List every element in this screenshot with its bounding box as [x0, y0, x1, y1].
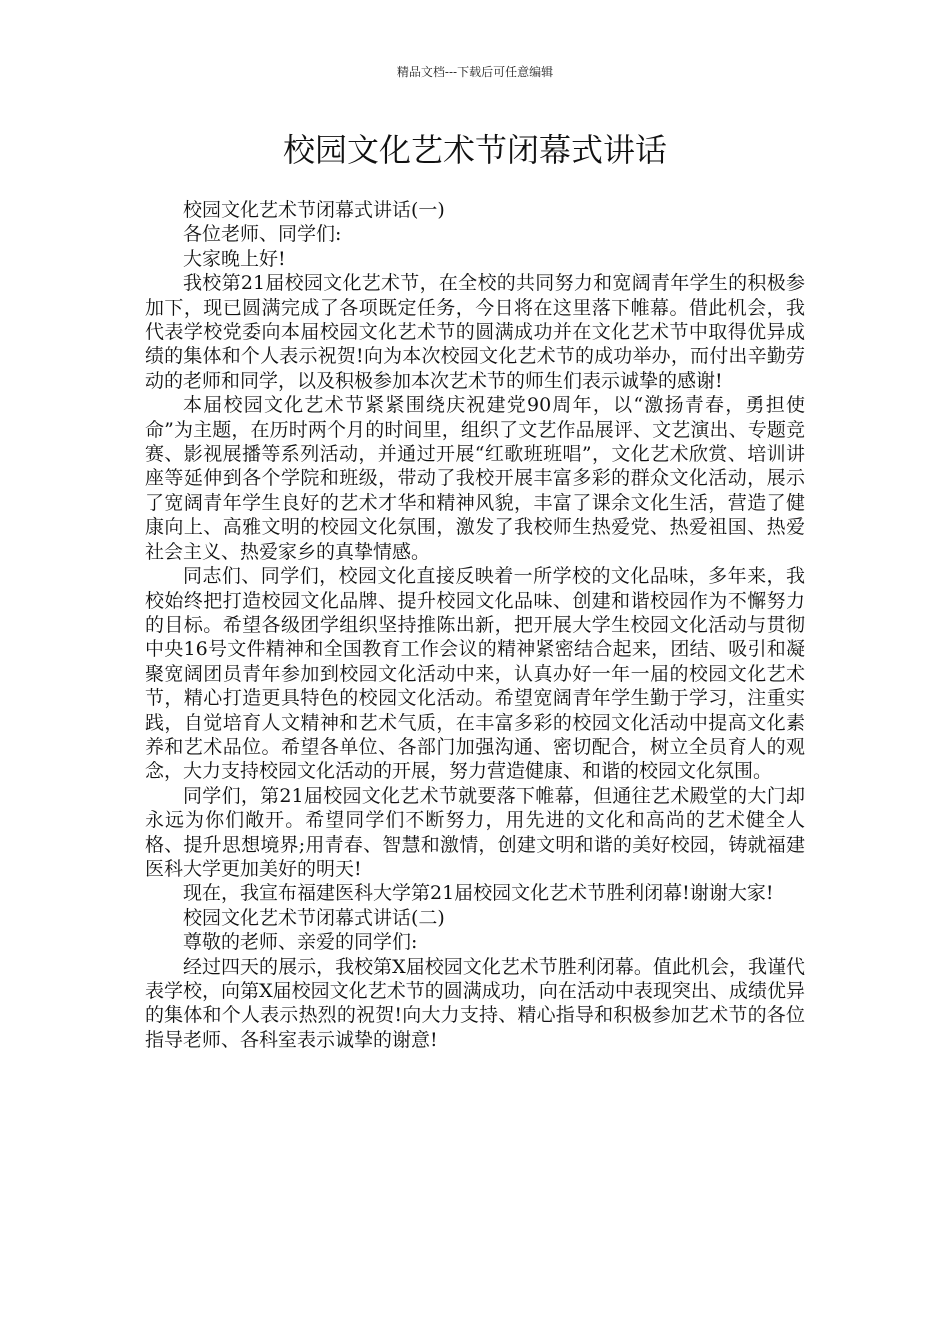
body-paragraph: 同志们、同学们，校园文化直接反映着一所学校的文化品味，多年来，我校始终把打造校园文化品牌、提升校园文化品味、创建和谐校园作为不懈努力的目标。希望各级团学组织坚持推陈出新，把开展大学生校园文化活动与贯彻中央16号文件精神和全国教育工作会议的精神紧密结合起来，团结、吸引和凝聚宽阔团员青年参加到校园文化活动中来，认真办好一年一届的校园文化艺术节，精心打造更具特色的校园文化活动。希望宽阔青年学生勤于学习，注重实践，自觉培育人文精神和艺术气质，在丰富多彩的校园文化活动中提高文化素养和艺术品位。希望各单位、各部门加强沟通、密切配合，树立全员育人的观念，大力支持校园文化活动的开展，努力营造健康、和谐的校园文化氛围。	[145, 565, 805, 783]
closing-paragraph: 现在，我宣布福建医科大学第21届校园文化艺术节胜利闭幕!谢谢大家!	[183, 882, 774, 905]
section-heading-2: 校园文化艺术节闭幕式讲话(二)	[183, 906, 445, 929]
greeting: 大家晚上好!	[183, 247, 286, 270]
body-paragraph: 经过四天的展示，我校第X届校园文化艺术节胜利闭幕。值此机会，我谨代表学校，向第X届校园文化艺术节的圆满成功，向在活动中表现突出、成绩优异的集体和个人表示热烈的祝贺!向大力支持、精心指导和积极参加艺术节的各位指导老师、各科室表示诚挚的谢意!	[145, 955, 805, 1051]
body-paragraph: 同学们，第21届校园文化艺术节就要落下帷幕，但通往艺术殿堂的大门却永远为你们敞开。希望同学们不断努力，用先进的文化和高尚的艺术健全人格、提升思想境界;用青春、智慧和激情，创建文明和谐的美好校园，铸就福建医科大学更加美好的明天!	[145, 784, 805, 880]
document-body	[145, 198, 805, 1052]
body-paragraph: 本届校园文化艺术节紧紧围绕庆祝建党90周年，以“激扬青春，勇担使命”为主题，在历时两个月的时间里，组织了文艺作品展评、文艺演出、专题竞赛、影视展播等系列活动，并通过开展“红歌班班唱”，文化艺术欣赏、培训讲座等延伸到各个学院和班级，带动了我校开展丰富多彩的群众文化活动，展示了宽阔青年学生良好的艺术才华和精神风貌，丰富了课余文化生活，营造了健康向上、高雅文明的校园文化氛围，激发了我校师生热爱党、热爱祖国、热爱社会主义、热爱家乡的真挚情感。	[145, 394, 805, 563]
header-note: 精品文档---下载后可任意编辑	[396, 65, 554, 79]
document-title: 校园文化艺术节闭幕式讲话	[282, 131, 667, 169]
salutation-1: 各位老师、同学们:	[183, 223, 342, 246]
body-paragraph: 我校第21届校园文化艺术节，在全校的共同努力和宽阔青年学生的积极参加下，现已圆满完成了各项既定任务，今日将在这里落下帷幕。借此机会，我代表学校党委向本届校园文化艺术节的圆满成功并在文化艺术节中取得优异成绩的集体和个人表示祝贺!向为本次校园文化艺术节的成功举办，而付出辛勤劳动的老师和同学，以及积极参加本次艺术节的师生们表示诚挚的感谢!	[145, 272, 805, 392]
section-heading-1: 校园文化艺术节闭幕式讲话(一)	[183, 199, 445, 221]
salutation-2: 尊敬的老师、亲爱的同学们:	[183, 931, 418, 954]
